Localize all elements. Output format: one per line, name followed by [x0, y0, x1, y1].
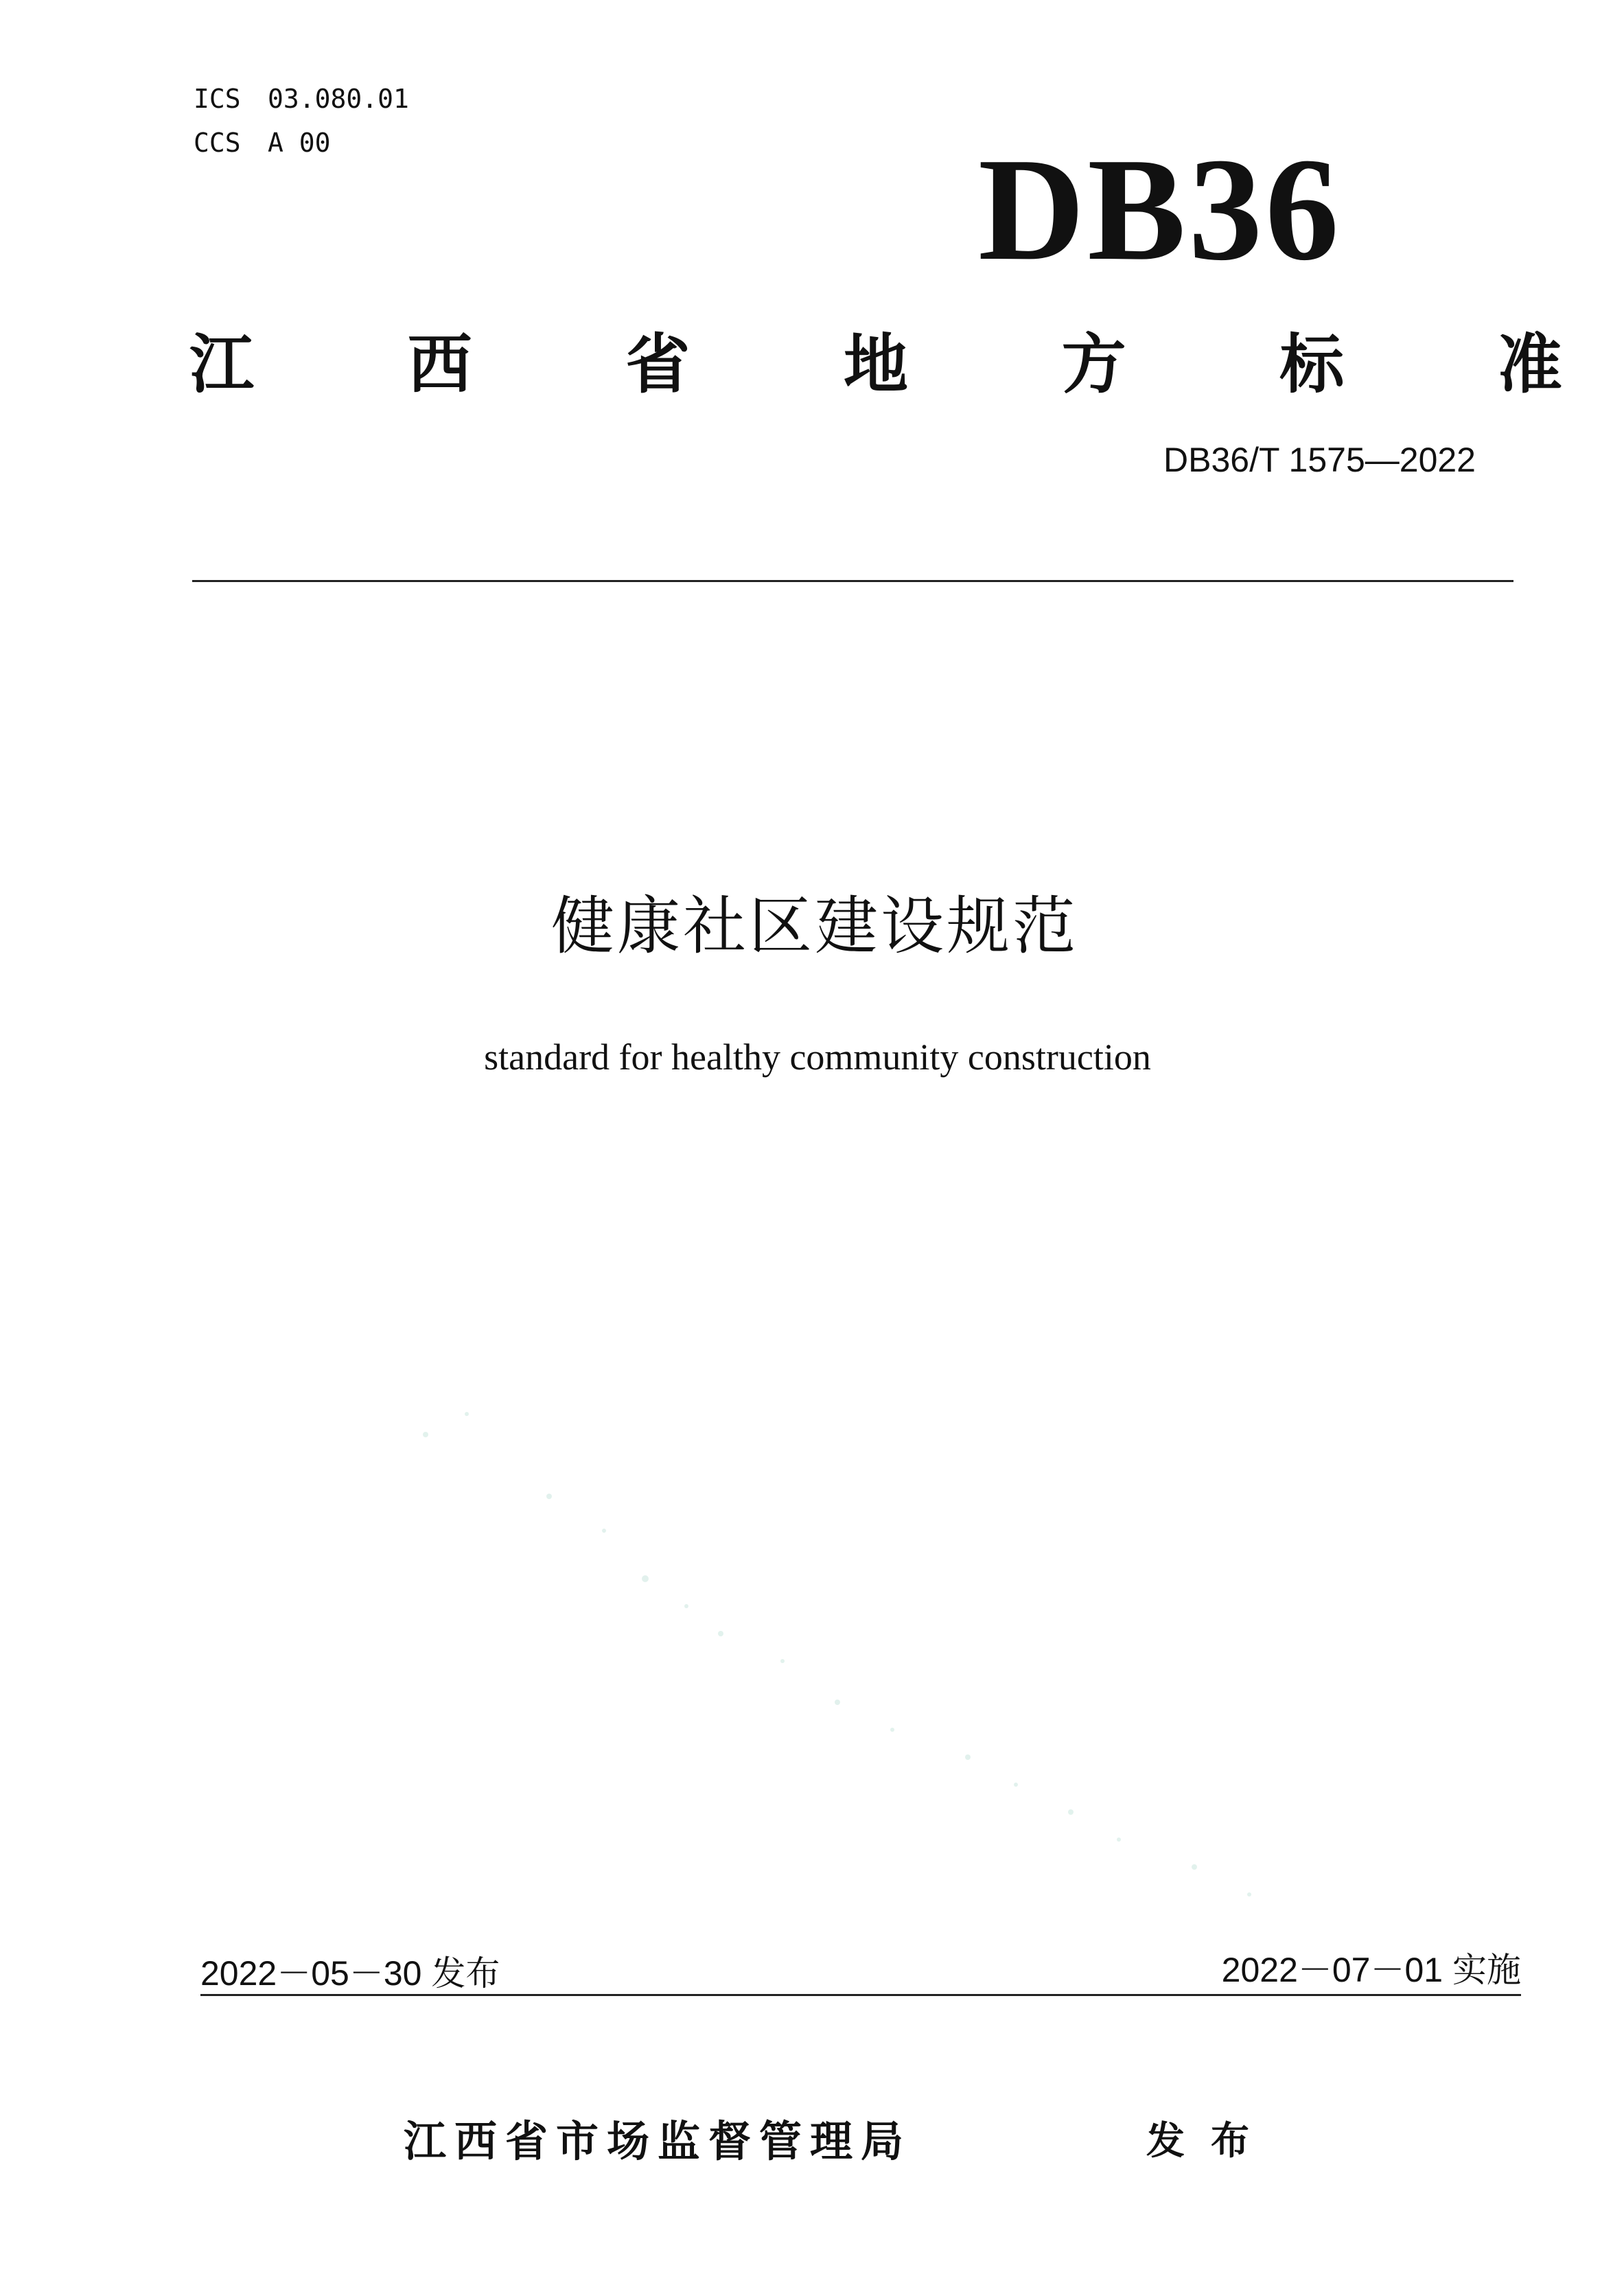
ccs-label: CCS	[194, 128, 241, 158]
standard-type-char: 西	[407, 327, 472, 402]
top-divider	[192, 580, 1513, 582]
ics-code	[194, 77, 409, 121]
standard-type-char: 准	[1497, 327, 1562, 402]
standard-type-char: 省	[625, 327, 691, 402]
faint-watermark	[398, 1373, 1290, 1922]
ics-value: 03.080.01	[268, 84, 409, 114]
standard-type-char: 方	[1061, 327, 1126, 402]
standard-type-heading	[189, 312, 1562, 405]
issue-date: 2022－05－30 发布	[200, 1954, 500, 1993]
ccs-code	[194, 121, 409, 165]
bottom-divider	[200, 1994, 1521, 1996]
publish-action: 发布	[1146, 2119, 1275, 2164]
db-standard-mark: DB36	[978, 127, 1342, 291]
standard-type-char: 江	[189, 327, 255, 402]
standard-type-char: 地	[843, 327, 908, 402]
ics-label: ICS	[194, 84, 241, 114]
classification-codes	[194, 77, 409, 165]
title-chinese: 健康社区建设规范	[550, 890, 1078, 963]
implementation-date: 2022－07－01 实施	[1221, 1951, 1521, 1989]
standard-number: DB36/T 1575—2022	[1163, 441, 1476, 479]
publisher-name: 江西省市场监督管理局	[404, 2116, 912, 2166]
title-english: standard for healthy community construction	[484, 1036, 1151, 1078]
standard-type-char: 标	[1279, 327, 1345, 402]
ccs-value: A 00	[268, 128, 331, 158]
